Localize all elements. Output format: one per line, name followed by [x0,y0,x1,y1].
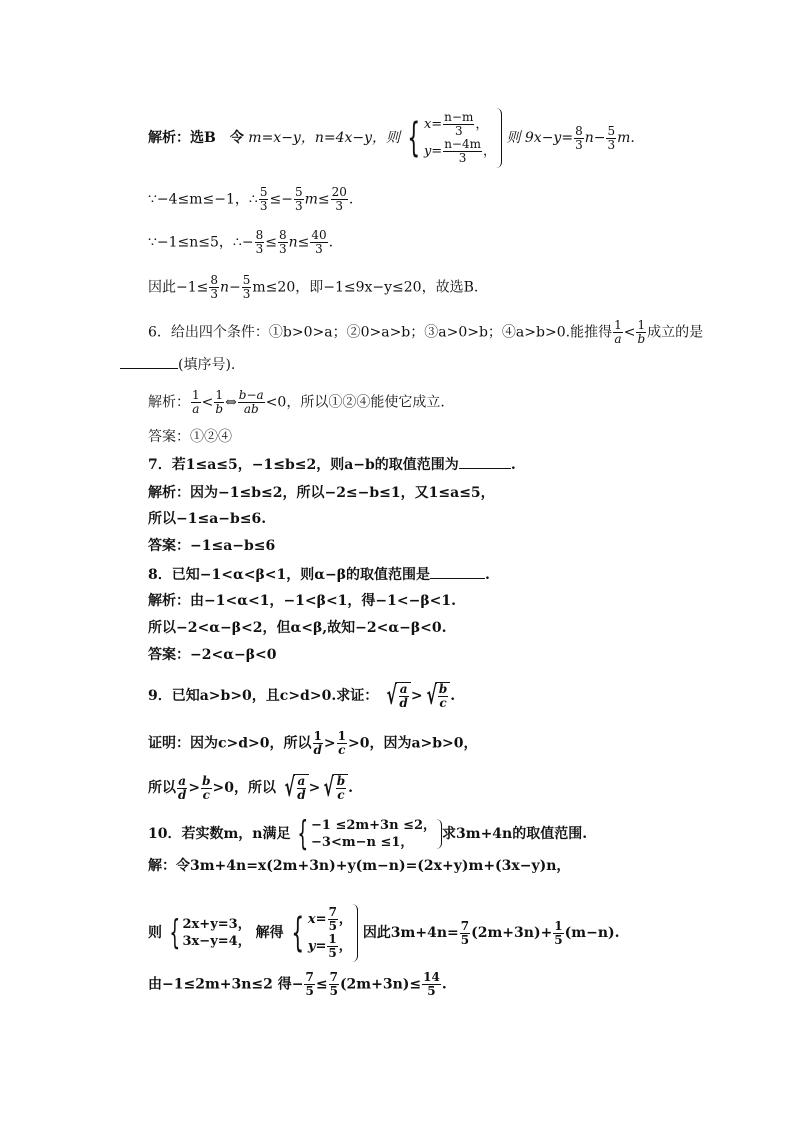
s5-line4: 因此−1≤ $\frac{8}{3}$ n− $\frac{5}{3}$ m≤20，即−1≤9x−y≤20，故选B. [148,273,479,301]
sqrt-b-over-c: √ $\frac{b}{c}$ [423,682,451,710]
sqrt-a-over-d: √ $\frac{a}{d}$ [383,682,411,710]
q8-question: 8．已知−1<α<β<1，则α−β的取值范围是 . [148,567,490,583]
left-brace-icon: { [169,913,181,953]
q10-question: 10．若实数m，n满足 { −1 ≤2m+3n ≤2， −3<m−n ≤1， 求3m+4n的取值范围. [148,814,588,854]
s5-line3: ∵−1≤n≤5，∴− $\frac{8}{3}$ ≤ $\frac{8}{3}$ n≤ $\frac{40}{3}$ . [148,228,334,256]
result-text: 则 9x−y= [506,130,574,146]
condition-system: { −1 ≤2m+3n ≤2， −3<m−n ≤1， [295,814,442,854]
left-brace-icon: { [291,910,305,956]
q10-solution-3: 由−1≤2m+3n≤2 得− $\frac{7}{5}$ ≤ $\frac{7}{5}$ (2m+3n)≤ $\frac{14}{5}$ . [148,970,447,998]
q9-proof-1: 证明：因为c>d>0，所以 $\frac{1}{d}$ > $\frac{1}{c}$ >0，因为a>b>0， [148,729,478,757]
q9-question: 9．已知a>b>0，且c>d>0.求证： √ $\frac{a}{d}$ > √ $\frac{b}{c}$ . [148,681,456,711]
solution-system: { x= $\frac{7}{5}$ ， y= $\frac{1}{5}$ ， [288,904,357,962]
s5-solution-line1: 解析：选B 令 m=x−y，n=4x−y，则 { x= $\frac{n-m}{3}$ ， y= $\frac{n-4m}{3}$ ， 则 9x−y= $\frac{8}{3}$ n− $\frac{5}{3}$ m. [148,108,635,168]
q6-solution: 解析： $\frac{1}{a}$ < $\frac{1}{b}$ ⇔ $\frac{b-a}{ab}$ <0，所以①②④能使它成立. [148,388,445,416]
answer-blank[interactable] [459,468,511,469]
q8-solution: 解析：由−1<α<1，−1<β<1，得−1<−β<1. [148,593,456,609]
q6-answer: 答案：①②④ [148,429,232,445]
right-bracket [352,904,358,962]
q10-solution-2: 则 { 2x+y=3， 3x−y=4， 解得 { x= $\frac{7}{5}$ ， y= $\frac{1}{5}$ ， 因此3m+4n= $\frac{7}{5}$ (2m+3n)+ $\frac{1}{5}$ (m−n). [148,905,620,960]
q7-solution: 解析：因为−1≤b≤2，所以−2≤−b≤1，又1≤a≤5， [148,485,495,501]
solution-label: 解析：选B 令 [148,130,244,146]
right-bracket [496,108,502,168]
linear-system: { 2x+y=3， 3x−y=4， [169,913,251,953]
q7-question: 7．若1≤a≤5，−1≤b≤2，则a−b的取值范围为 . [148,457,516,473]
left-brace-icon: { [407,115,421,161]
q7-answer: 答案：−1≤a−b≤6 [148,538,276,554]
substitution-text: m=x−y，n=4x−y，则 [248,130,401,146]
q8-solution-2: 所以−2<α−β<2，但α<β,故知−2<α−β<0. [148,620,447,636]
equation-system: { x= $\frac{n-m}{3}$ ， y= $\frac{n-4m}{3}$ ， [404,108,502,168]
q7-solution-2: 所以−1≤a−b≤6. [148,511,267,527]
q8-answer: 答案：−2<α−β<0 [148,647,277,663]
q9-proof-2: 所以 $\frac{a}{d}$ > $\frac{b}{c}$ >0，所以 √ $\frac{a}{d}$ > √ $\frac{b}{c}$ . [148,773,353,803]
q10-solution-1: 解：令3m+4n=x(2m+3n)+y(m−n)=(2x+y)m+(3x−y)n， [148,858,571,874]
answer-blank[interactable] [430,578,485,579]
sqrt-b-over-c: √ $\frac{b}{c}$ [320,774,348,802]
q6-line2: (填序号). [120,356,235,374]
q6-question: 6．给出四个条件：①b>0>a；②0>a>b；③a>0>b；④a>b>0.能推得 $\frac{1}{a}$ < $\frac{1}{b}$ 成立的是 [148,318,704,346]
left-brace-icon: { [297,814,309,854]
answer-blank[interactable] [120,368,178,369]
sqrt-a-over-d: √ $\frac{a}{d}$ [281,774,309,802]
s5-line2: ∵−4≤m≤−1，∴ $\frac{5}{3}$ ≤− $\frac{5}{3}$ m≤ $\frac{20}{3}$ . [148,185,354,213]
